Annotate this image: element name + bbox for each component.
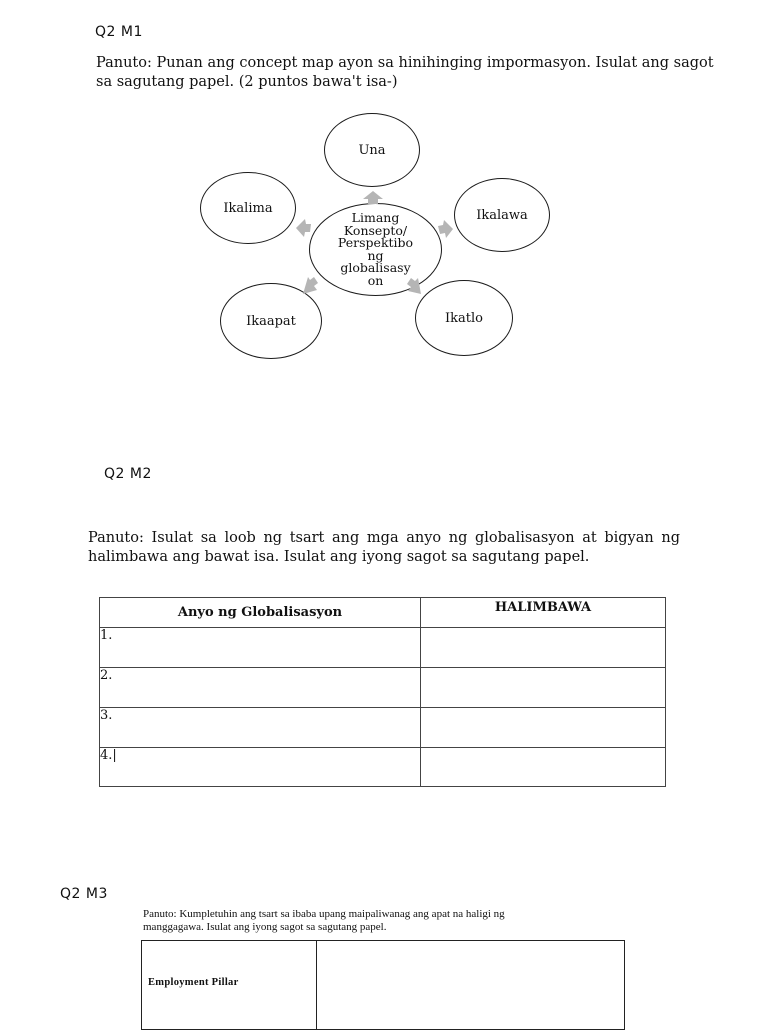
arrow-up-icon xyxy=(363,191,383,204)
center-line-5: globalisasy xyxy=(340,260,411,275)
concept-map xyxy=(190,108,540,363)
row-cell xyxy=(421,708,666,748)
m1-label: Q2 M1 xyxy=(95,24,143,40)
row-number: 2. xyxy=(100,668,421,708)
row-cell xyxy=(421,748,666,787)
row-number: 1. xyxy=(100,628,421,668)
arrow-right-icon xyxy=(438,220,453,238)
node-ikalawa: Ikalawa xyxy=(454,178,550,252)
table-row xyxy=(100,708,666,748)
m3-instruction-line2: manggagawa. Isulat ang iyong sagot sa sagutang papel. xyxy=(143,921,387,933)
row-cell xyxy=(421,668,666,708)
center-line-3: Perspektibo xyxy=(337,235,414,250)
center-line-6: on xyxy=(367,272,384,288)
row-cell xyxy=(421,628,666,668)
m3-instruction-line1: Panuto: Kumpletuhin ang tsart sa ibaba upang maipaliwanag ang apat na haligi ng xyxy=(143,908,505,920)
node-una: Una xyxy=(324,113,420,187)
header-halimbawa: HALIMBAWA xyxy=(421,598,666,628)
m1-instruction xyxy=(96,54,714,92)
node-ikaapat: Ikaapat xyxy=(220,283,322,359)
m3-instruction xyxy=(143,908,505,934)
table-row xyxy=(100,668,666,708)
m2-table xyxy=(99,597,666,787)
center-line-1: Limang xyxy=(351,210,400,225)
node-ikalima: Ikalima xyxy=(200,172,296,244)
arrows-layer xyxy=(190,108,540,363)
m1-instruction-line2: sa sagutang papel. (2 puntos bawa't isa-) xyxy=(96,74,398,90)
arrow-left-icon xyxy=(296,219,311,237)
table-header-row xyxy=(100,598,666,628)
row-number: 4.| xyxy=(100,748,421,787)
table-row xyxy=(100,628,666,668)
m3-label: Q2 M3 xyxy=(60,886,108,902)
m3-row-label: Employment Pillar xyxy=(148,977,239,988)
m3-table xyxy=(141,940,625,1030)
header-anyo: Anyo ng Globalisasyon xyxy=(100,598,421,628)
arrow-down-left-icon xyxy=(303,277,318,294)
center-line-4: ng xyxy=(367,247,384,263)
node-ikatlo: Ikatlo xyxy=(415,280,513,356)
m3-divider xyxy=(316,941,317,1029)
m2-instruction-line1: Panuto: Isulat sa loob ng tsart ang mga anyo ng globalisasyon at bigyan ng xyxy=(88,530,680,546)
m1-instruction-line1: Panuto: Punan ang concept map ayon sa hinihinging impormasyon. Isulat ang sagot xyxy=(96,55,714,71)
arrow-down-right-icon xyxy=(407,278,421,294)
center-line-2: Konsepto/ xyxy=(343,222,408,238)
m2-instruction xyxy=(88,529,680,567)
table-row xyxy=(100,748,666,787)
m2-label: Q2 M2 xyxy=(104,466,152,482)
row-number: 3. xyxy=(100,708,421,748)
m2-instruction-line2: halimbawa ang bawat isa. Isulat ang iyong sagot sa sagutang papel. xyxy=(88,549,590,565)
